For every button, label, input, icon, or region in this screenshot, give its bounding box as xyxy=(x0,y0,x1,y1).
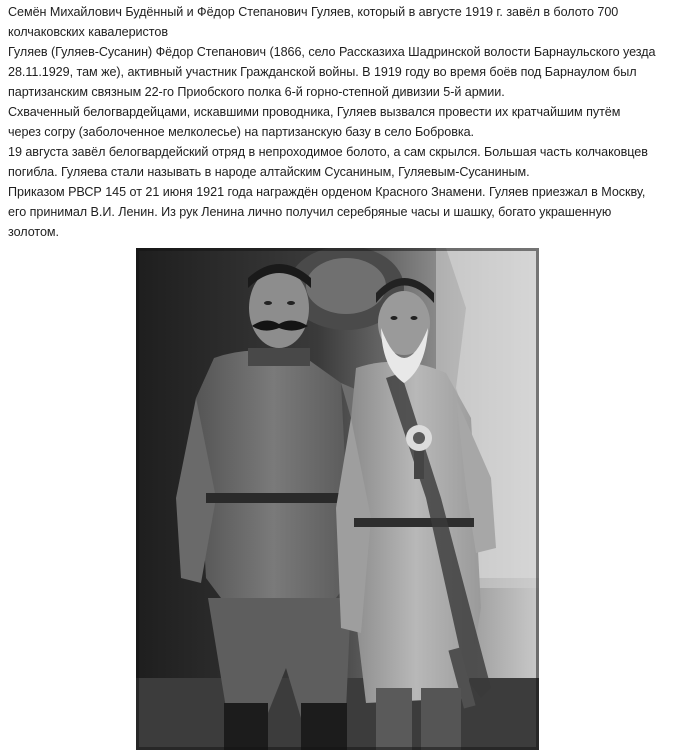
post-line: его принимал В.И. Ленин. Из рук Ленина лично получил серебряные часы и шашку, богато украшенную xyxy=(8,205,612,219)
left-man-tunic xyxy=(196,351,351,599)
post-line: золотом. xyxy=(8,225,59,239)
post-text xyxy=(8,2,696,242)
post-line: партизанским связным 22-го Приобского полка 6-й горно-степной дивизии 5-й армии. xyxy=(8,85,505,99)
historical-photo[interactable] xyxy=(136,248,539,750)
post-line: Приказом РВСР 145 от 21 июня 1921 года награждён орденом Красного Знамени. Гуляев приезжал в Москву, xyxy=(8,185,646,199)
post-line: Схваченный белогвардейцами, искавшими проводника, Гуляев вызвался провести их кратчайшим путём xyxy=(8,105,621,119)
left-man-face xyxy=(249,268,309,348)
post-line: колчаковских кавалеристов xyxy=(8,25,168,39)
post-line: Семён Михайлович Будённый и Фёдор Степанович Гуляев, который в августе 1919 г. завёл в болото 700 xyxy=(8,5,619,19)
post-line: через согру (заболоченное мелколесье) на партизанскую базу в село Бобровка. xyxy=(8,125,474,139)
photo-illustration xyxy=(136,248,539,750)
post-line: 19 августа завёл белогвардейский отряд в непроходимое болото, а сам скрылся. Большая часть колчаковцев xyxy=(8,145,648,159)
post-line: погибла. Гуляева стали называть в народе алтайским Сусаниным, Гуляевым-Сусаниным. xyxy=(8,165,530,179)
post-line: Гуляев (Гуляев-Сусанин) Фёдор Степанович (1866, село Рассказиха Шадринской волости Барнаульского уезда xyxy=(8,45,656,59)
post-line: 28.11.1929, там же), активный участник Гражданской войны. В 1919 году во время боёв под Барнаулом был xyxy=(8,65,637,79)
